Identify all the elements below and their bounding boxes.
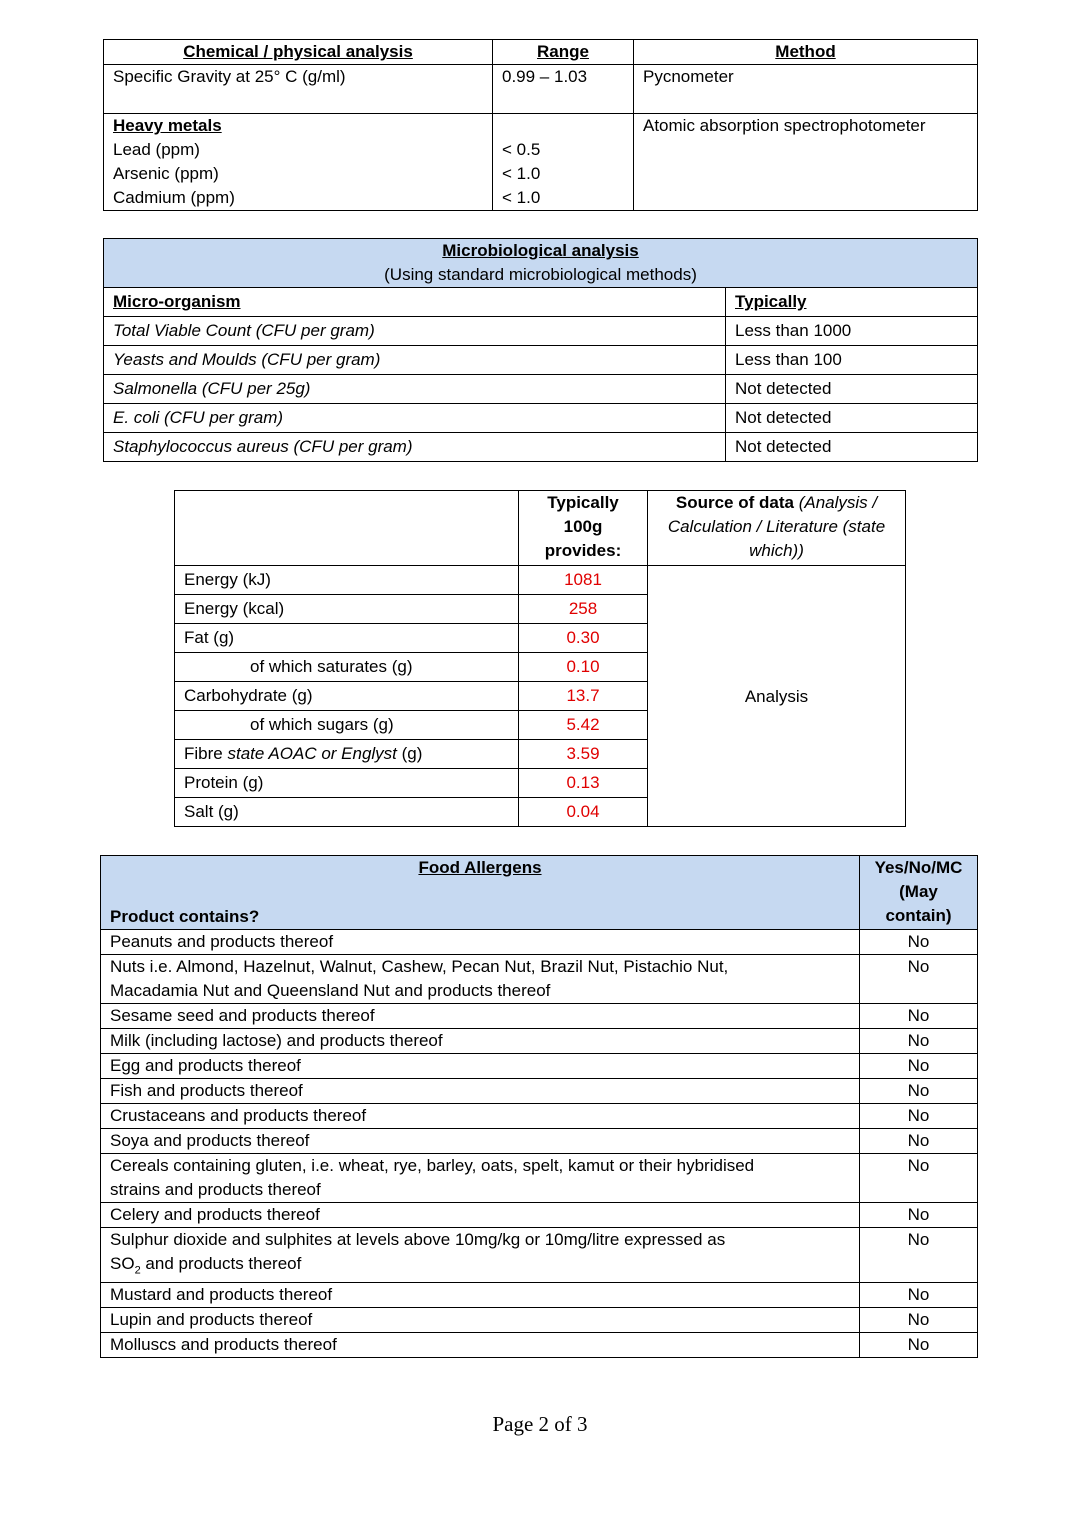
- nutrient-label: Protein (g): [175, 769, 519, 798]
- organism-value: Not detected: [726, 375, 978, 404]
- allergen-item: Egg and products thereof: [101, 1054, 860, 1079]
- nutrient-label: of which sugars (g): [175, 711, 519, 740]
- page-number: Page 2 of 3: [492, 1412, 588, 1436]
- specific-gravity-range: 0.99 – 1.03: [493, 65, 634, 114]
- allergen-item: Lupin and products thereof: [101, 1308, 860, 1333]
- allergens-title: Food Allergens: [418, 858, 542, 877]
- table-row: [101, 1104, 978, 1129]
- microbiological-table: [103, 238, 978, 462]
- nutrient-value: 0.04: [519, 798, 648, 827]
- allergen-answer: No: [860, 930, 978, 955]
- allergen-item: Peanuts and products thereof: [101, 930, 860, 955]
- source-value-text: Analysis: [744, 686, 809, 706]
- allergen-item: Fish and products thereof: [101, 1079, 860, 1104]
- table-row: [104, 404, 978, 433]
- lead-range: < 0.5: [502, 140, 541, 159]
- arsenic-label: Arsenic (ppm): [113, 164, 219, 183]
- table-row: [101, 1129, 978, 1154]
- allergen-item: Crustaceans and products thereof: [101, 1104, 860, 1129]
- table-row: [104, 375, 978, 404]
- nutrition-source-value: [648, 566, 906, 827]
- table-row: [101, 1333, 978, 1358]
- table-row: [101, 1154, 978, 1203]
- heavy-metals-labels: [104, 114, 493, 211]
- nutrient-value: 0.10: [519, 653, 648, 682]
- allergens-header-row: [101, 856, 978, 930]
- organism-name: Total Viable Count (CFU per gram): [104, 317, 726, 346]
- so2-text: SO: [110, 1254, 135, 1273]
- allergen-item: Sesame seed and products thereof: [101, 1004, 860, 1029]
- chemical-analysis-table: [103, 39, 978, 211]
- micro-title-row: [104, 239, 978, 288]
- allergen-answer: No: [860, 1079, 978, 1104]
- header-line: Typically: [547, 493, 619, 512]
- so2-suffix: and products thereof: [140, 1254, 302, 1273]
- allergens-title-cell: [101, 856, 860, 930]
- table-row: [101, 930, 978, 955]
- nutrient-value: 0.30: [519, 624, 648, 653]
- nutrient-label: Fat (g): [175, 624, 519, 653]
- table-row: [101, 1054, 978, 1079]
- nutrition-empty-header: [175, 491, 519, 566]
- allergen-item-line: Cereals containing gluten, i.e. wheat, rye, barley, oats, spelt, kamut or their hybridised: [110, 1156, 755, 1175]
- table-row: [101, 955, 978, 1004]
- organism-value: Not detected: [726, 404, 978, 433]
- table-row: [101, 1283, 978, 1308]
- allergen-answer: No: [860, 1283, 978, 1308]
- allergen-item-line: Nuts i.e. Almond, Hazelnut, Walnut, Cashew, Pecan Nut, Brazil Nut, Pistachio Nut,: [110, 957, 729, 976]
- heavy-metals-ranges: [493, 114, 634, 211]
- col-analysis-header: Chemical / physical analysis: [104, 40, 493, 65]
- allergen-item: Celery and products thereof: [101, 1203, 860, 1228]
- nutrient-label: Energy (kJ): [175, 566, 519, 595]
- organism-name: Staphylococcus aureus (CFU per gram): [104, 433, 726, 462]
- table-row: [101, 1029, 978, 1054]
- header-line: provides:: [544, 541, 622, 560]
- table-row: [101, 1308, 978, 1333]
- col-organism-header: Micro-organism: [104, 288, 726, 317]
- table-row: [101, 1203, 978, 1228]
- allergen-answer: No: [860, 1308, 978, 1333]
- heavy-metals-title: Heavy metals: [113, 116, 222, 135]
- fibre-label-italic: state AOAC or Englyst: [227, 744, 397, 763]
- organism-name: Yeasts and Moulds (CFU per gram): [104, 346, 726, 375]
- allergens-table: [100, 855, 978, 1358]
- allergen-answer: No: [860, 1054, 978, 1079]
- nutrient-label: Salt (g): [175, 798, 519, 827]
- organism-name: E. coli (CFU per gram): [104, 404, 726, 433]
- allergen-answer: No: [860, 1154, 978, 1203]
- table-row: [104, 317, 978, 346]
- allergen-answer: No: [860, 1333, 978, 1358]
- nutrient-label: Carbohydrate (g): [175, 682, 519, 711]
- fibre-label-post: (g): [396, 744, 423, 763]
- organism-value: Less than 100: [726, 346, 978, 375]
- heavy-metals-row: [104, 114, 978, 211]
- allergen-answer: No: [860, 1029, 978, 1054]
- header-line: (May: [899, 882, 938, 901]
- allergen-answer: No: [860, 1203, 978, 1228]
- so2-subscript: 2: [134, 1264, 141, 1277]
- allergen-answer: No: [860, 1104, 978, 1129]
- allergen-answer: No: [860, 1004, 978, 1029]
- col-source-header: [648, 491, 906, 566]
- nutrient-value: 5.42: [519, 711, 648, 740]
- nutrient-label: Energy (kcal): [175, 595, 519, 624]
- header-line: 100g: [563, 517, 603, 536]
- cadmium-label: Cadmium (ppm): [113, 188, 235, 207]
- allergen-item: [101, 955, 860, 1004]
- allergen-item: [101, 1154, 860, 1203]
- lead-label: Lead (ppm): [113, 140, 200, 159]
- source-header-bold: Source of data: [675, 493, 794, 512]
- allergen-item: Mustard and products thereof: [101, 1283, 860, 1308]
- specific-gravity-row: [104, 65, 978, 114]
- organism-value: Less than 1000: [726, 317, 978, 346]
- nutrient-label: [175, 740, 519, 769]
- allergen-answer: No: [860, 1129, 978, 1154]
- micro-header-row: [104, 288, 978, 317]
- table-row: [101, 1079, 978, 1104]
- arsenic-range: < 1.0: [502, 164, 541, 183]
- allergens-subheader: Product contains?: [110, 907, 260, 926]
- table-row: [104, 433, 978, 462]
- micro-title-cell: [104, 239, 978, 288]
- specific-gravity-method: Pycnometer: [634, 65, 978, 114]
- allergen-item-line: [110, 1252, 850, 1282]
- nutrient-value: 0.13: [519, 769, 648, 798]
- header-line: Yes/No/MC: [874, 858, 963, 877]
- col-answer-header: [860, 856, 978, 930]
- heavy-metals-method: Atomic absorption spectrophotometer: [634, 114, 978, 211]
- allergen-item-line: strains and products thereof: [110, 1180, 321, 1199]
- source-header-italic: (Analysis / Calculation / Literature (state which)): [667, 493, 886, 560]
- nutrient-label: of which saturates (g): [175, 653, 519, 682]
- micro-subtitle: (Using standard microbiological methods): [384, 265, 697, 284]
- header-line: contain): [885, 906, 952, 925]
- micro-title: Microbiological analysis: [442, 241, 639, 260]
- nutrient-value: 13.7: [519, 682, 648, 711]
- col-range-header: Range: [493, 40, 634, 65]
- nutrient-value: 3.59: [519, 740, 648, 769]
- cadmium-range: < 1.0: [502, 188, 541, 207]
- nutrient-value: 1081: [519, 566, 648, 595]
- allergen-item-line: Macadamia Nut and Queensland Nut and products thereof: [110, 981, 551, 1000]
- allergen-item: Soya and products thereof: [101, 1129, 860, 1154]
- chemical-header-row: [104, 40, 978, 65]
- table-row: [101, 1004, 978, 1029]
- organism-name: Salmonella (CFU per 25g): [104, 375, 726, 404]
- table-row: [175, 566, 906, 595]
- specific-gravity-label: Specific Gravity at 25° C (g/ml): [104, 65, 493, 114]
- col-method-header: Method: [634, 40, 978, 65]
- nutrition-table: [174, 490, 906, 827]
- nutrient-value: 258: [519, 595, 648, 624]
- allergen-item: [101, 1228, 860, 1283]
- allergen-item: Molluscs and products thereof: [101, 1333, 860, 1358]
- allergen-item: Milk (including lactose) and products thereof: [101, 1029, 860, 1054]
- table-row: [104, 346, 978, 375]
- allergen-answer: No: [860, 1228, 978, 1283]
- allergen-item-line: Sulphur dioxide and sulphites at levels above 10mg/kg or 10mg/litre expressed as: [110, 1230, 726, 1249]
- organism-value: Not detected: [726, 433, 978, 462]
- nutrition-header-row: [175, 491, 906, 566]
- fibre-label-pre: Fibre: [184, 744, 228, 763]
- table-row: [101, 1228, 978, 1283]
- allergen-answer: No: [860, 955, 978, 1004]
- col-typical-value-header: [519, 491, 648, 566]
- col-typically-header: Typically: [726, 288, 978, 317]
